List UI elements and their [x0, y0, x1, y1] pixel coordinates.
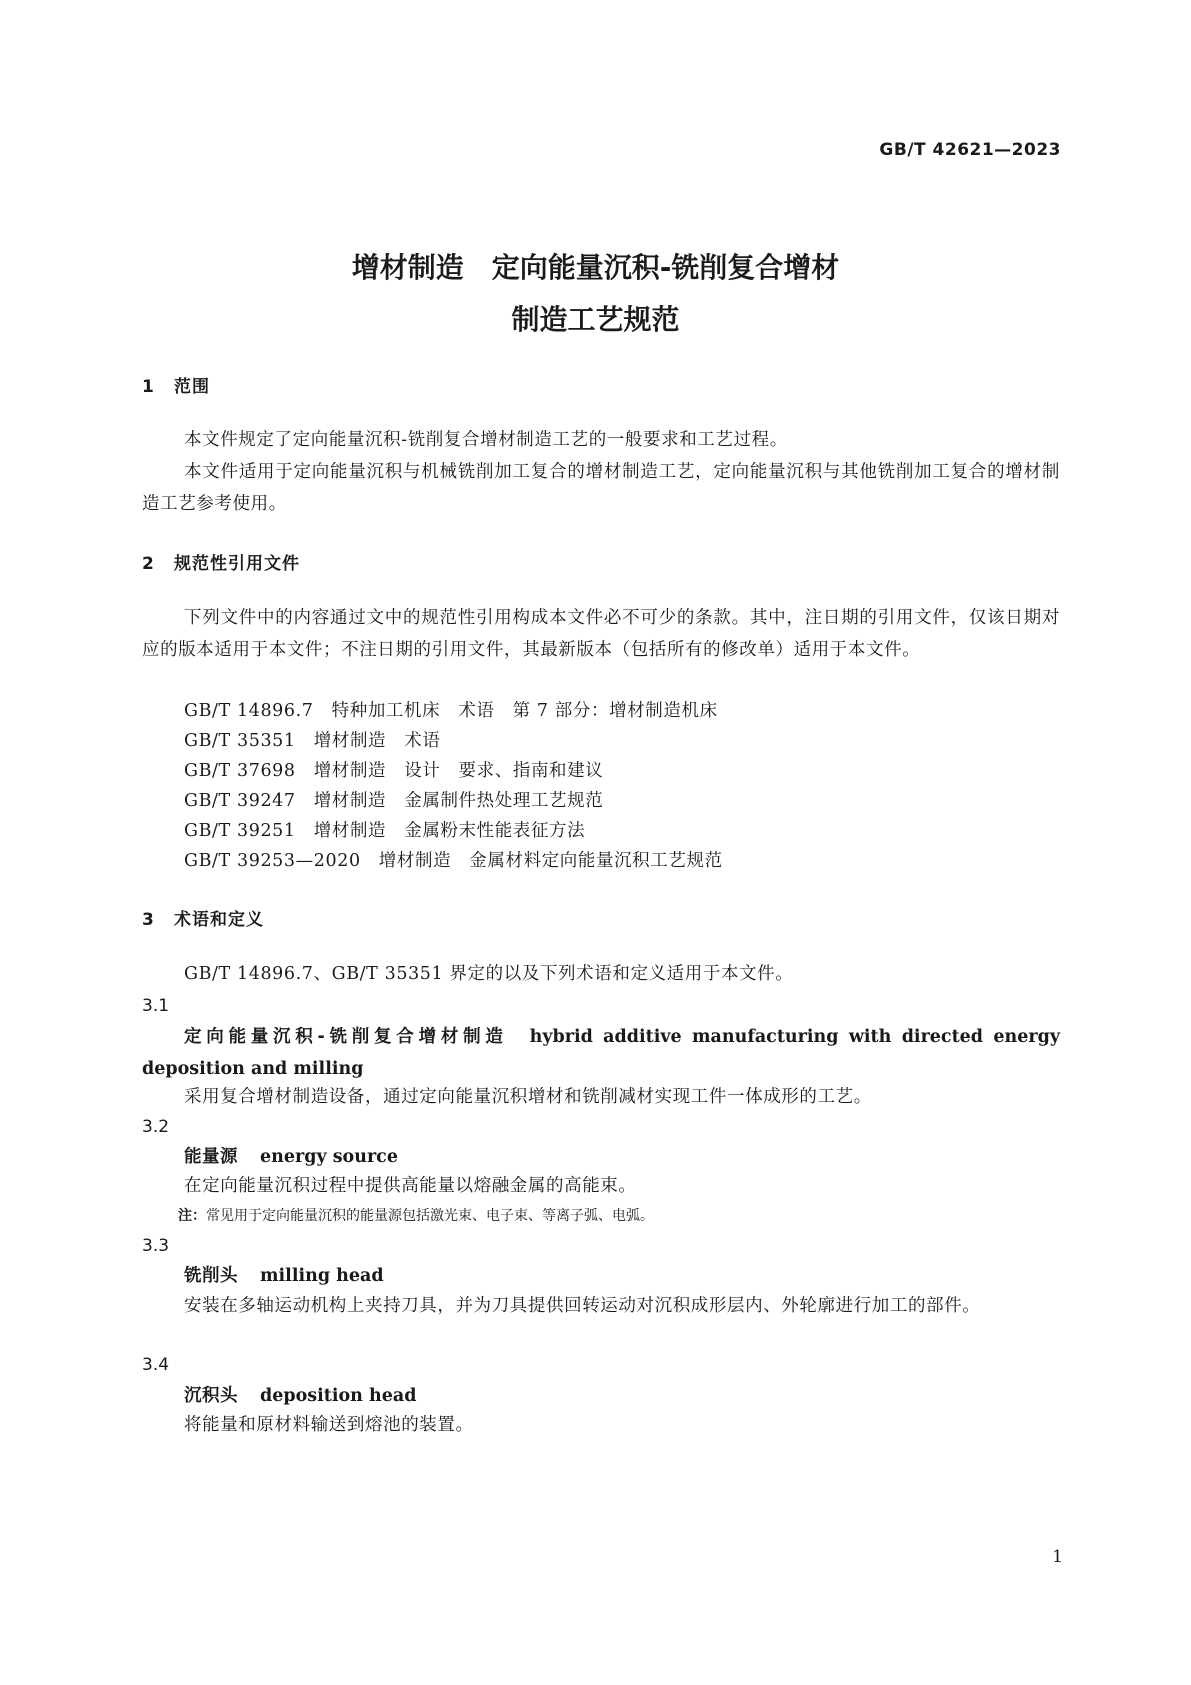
term-chinese: 定向能量沉积-铣削复合增材制造 — [184, 1027, 508, 1047]
clause-number: 3.2 — [142, 1117, 170, 1137]
document-title — [0, 242, 1191, 346]
term-definition: 采用复合增材制造设备，通过定向能量沉积增材和铣削减材实现工件一体成形的工艺。 — [184, 1087, 872, 1107]
clause-number: 3.3 — [142, 1236, 170, 1256]
title-line-1: 增材制造 定向能量沉积-铣削复合增材 — [351, 251, 840, 284]
reference-item: GB/T 35351 增材制造 术语 — [184, 731, 441, 751]
term-definition: 在定向能量沉积过程中提供高能量以熔融金属的高能束。 — [184, 1176, 637, 1196]
section-3-paragraph-1: GB/T 14896.7、GB/T 35351 界定的以及下列术语和定义适用于本文件。 — [184, 964, 794, 984]
clause-number: 3.1 — [142, 996, 170, 1016]
section-2-paragraph-1: 下列文件中的内容通过文中的规范性引用构成本文件必不可少的条款。其中，注日期的引用文件，仅该日期对应的版本适用于本文件；不注日期的引用文件，其最新版本（包括所有的修改单）适用于本文件。 — [142, 608, 1060, 660]
section-number: 2 — [142, 554, 155, 574]
term-definition: 将能量和原材料输送到熔池的装置。 — [184, 1415, 474, 1435]
section-number: 3 — [142, 910, 155, 930]
term-entry — [142, 1141, 1060, 1173]
clause-number: 3.4 — [142, 1355, 170, 1375]
term-entry — [142, 1260, 1060, 1292]
term-english: milling head — [260, 1266, 384, 1286]
note-label: 注： — [178, 1208, 206, 1224]
reference-item: GB/T 39253—2020 增材制造 金属材料定向能量沉积工艺规范 — [184, 851, 723, 871]
term-chinese: 沉积头 — [184, 1386, 238, 1406]
section-1-paragraph-2: 本文件适用于定向能量沉积与机械铣削加工复合的增材制造工艺，定向能量沉积与其他铣削加工复合的增材制造工艺参考使用。 — [142, 462, 1060, 514]
page-number: 1 — [1052, 1547, 1063, 1567]
reference-item: GB/T 39251 增材制造 金属粉末性能表征方法 — [184, 821, 586, 841]
section-title: 术语和定义 — [174, 910, 264, 930]
section-number: 1 — [142, 377, 155, 397]
term-english: deposition head — [260, 1386, 417, 1406]
section-title: 规范性引用文件 — [174, 554, 300, 574]
term-chinese: 能量源 — [184, 1147, 238, 1167]
term-chinese: 铣削头 — [184, 1266, 238, 1286]
section-title: 范围 — [174, 377, 210, 397]
term-note — [178, 1205, 654, 1227]
term-english: hybrid additive manufacturing with directed energy deposition and milling — [142, 1027, 1060, 1079]
note-text: 常见用于定向能量沉积的能量源包括激光束、电子束、等离子弧、电弧。 — [206, 1208, 654, 1224]
term-definition: 安装在多轴运动机构上夹持刀具，并为刀具提供回转运动对沉积成形层内、外轮廓进行加工的部件。 — [184, 1296, 981, 1316]
term-english: energy source — [260, 1147, 398, 1167]
section-3-heading — [142, 905, 264, 930]
section-2-heading — [142, 549, 300, 574]
term-entry — [142, 1380, 1060, 1412]
reference-item: GB/T 14896.7 特种加工机床 术语 第 7 部分：增材制造机床 — [184, 701, 718, 721]
section-1-heading — [142, 372, 210, 397]
term-entry — [142, 1021, 1060, 1085]
section-1-paragraph-1: 本文件规定了定向能量沉积-铣削复合增材制造工艺的一般要求和工艺过程。 — [184, 430, 788, 450]
standard-code: GB/T 42621—2023 — [879, 140, 1061, 160]
title-line-2: 制造工艺规范 — [511, 303, 680, 336]
reference-item: GB/T 39247 增材制造 金属制件热处理工艺规范 — [184, 791, 604, 811]
reference-item: GB/T 37698 增材制造 设计 要求、指南和建议 — [184, 761, 604, 781]
